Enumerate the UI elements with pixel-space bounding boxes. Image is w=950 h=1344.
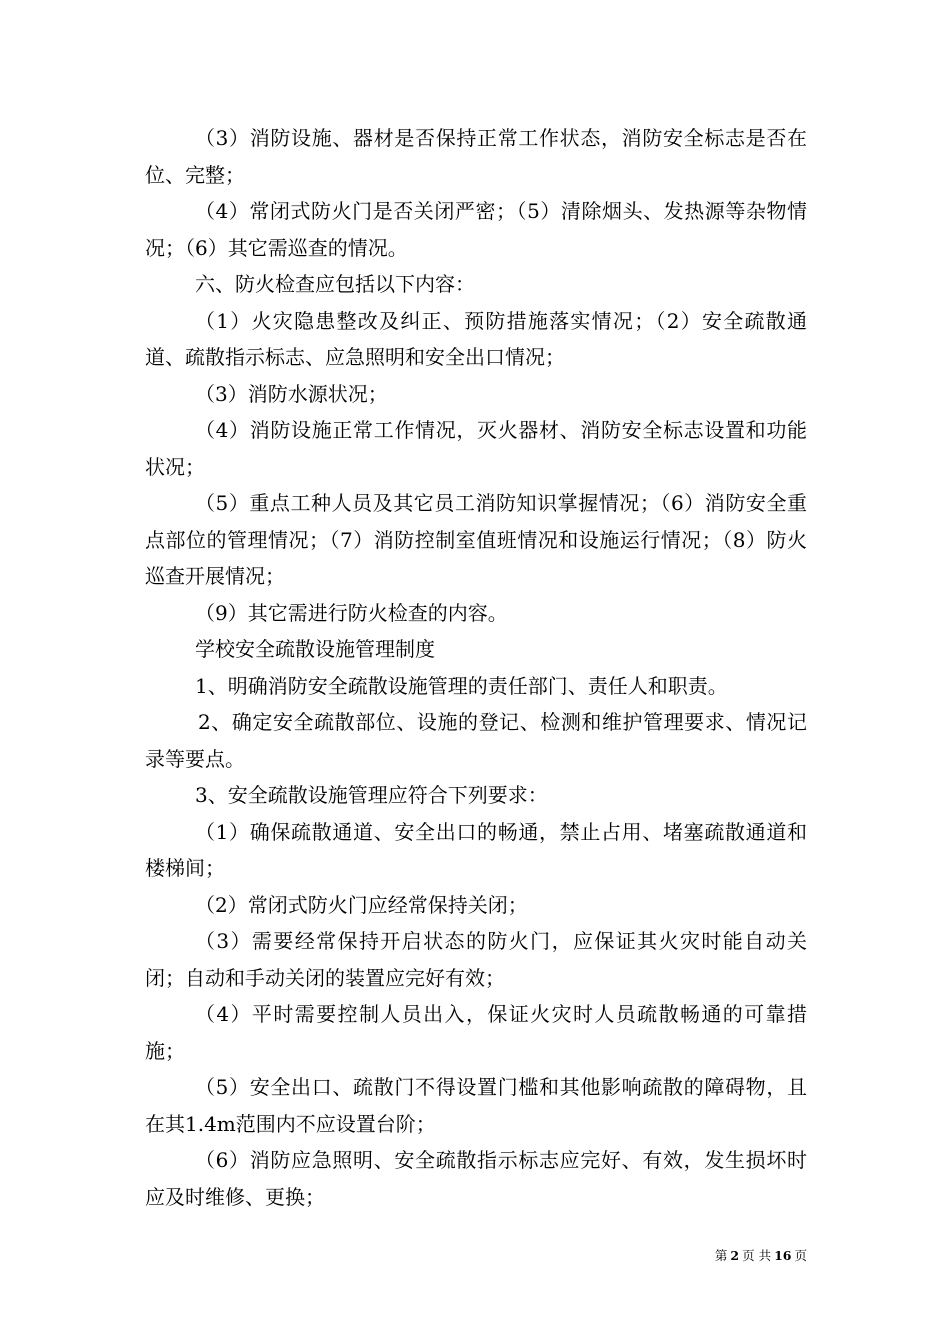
paragraph: （9）其它需进行防火检查的内容。 <box>195 600 508 625</box>
paragraph: （5）安全出口、疏散门不得设置门槛和其他影响疏散的障碍物，且在其1.4m范围内不应设置台阶； <box>145 1075 807 1136</box>
paragraph: （4）常闭式防火门是否关闭严密；（5）清除烟头、发热源等杂物情况；（6）其它需巡查的情况。 <box>145 199 807 260</box>
footer-suffix: 页 <box>794 1248 807 1263</box>
document-body <box>145 120 807 1215</box>
current-page-number: 2 <box>730 1248 740 1263</box>
paragraph: （4）平时需要控制人员出入，保证火灾时人员疏散畅通的可靠措施； <box>145 1002 807 1063</box>
footer-prefix: 第 <box>714 1248 728 1263</box>
paragraph: （3）需要经常保持开启状态的防火门，应保证其火灾时能自动关闭；自动和手动关闭的装置应完好有效； <box>145 929 807 990</box>
page-number-footer <box>650 1246 807 1264</box>
paragraph: （5）重点工种人员及其它员工消防知识掌握情况；（6）消防安全重点部位的管理情况；（7）消防控制室值班情况和设施运行情况；（8）防火巡查开展情况； <box>145 491 807 588</box>
paragraph: （2）常闭式防火门应经常保持关闭； <box>195 892 528 917</box>
section-heading: 六、防火检查应包括以下内容： <box>195 272 475 296</box>
section-title: 学校安全疏散设施管理制度 <box>195 637 435 661</box>
paragraph: （3）消防设施、器材是否保持正常工作状态，消防安全标志是否在位、完整； <box>145 126 807 187</box>
paragraph: （1）确保疏散通道、安全出口的畅通，禁止占用、堵塞疏散通道和楼梯间； <box>145 819 807 880</box>
paragraph: 1、明确消防安全疏散设施管理的责任部门、责任人和职责。 <box>195 673 728 698</box>
paragraph: （3）消防水源状况； <box>195 381 388 406</box>
footer-middle: 页 共 <box>742 1248 772 1263</box>
total-page-count: 16 <box>774 1248 792 1263</box>
paragraph: （4）消防设施正常工作情况，灭火器材、消防安全标志设置和功能状况； <box>145 418 807 479</box>
paragraph: （6）消防应急照明、安全疏散指示标志应完好、有效，发生损坏时应及时维修、更换； <box>145 1148 807 1209</box>
paragraph: （1）火灾隐患整改及纠正、预防措施落实情况；（2）安全疏散通道、疏散指示标志、应急照明和安全出口情况； <box>145 308 807 369</box>
paragraph: 2、确定安全疏散部位、设施的登记、检测和维护管理要求、情况记录等要点。 <box>145 710 807 771</box>
paragraph: 3、安全疏散设施管理应符合下列要求： <box>195 783 548 807</box>
